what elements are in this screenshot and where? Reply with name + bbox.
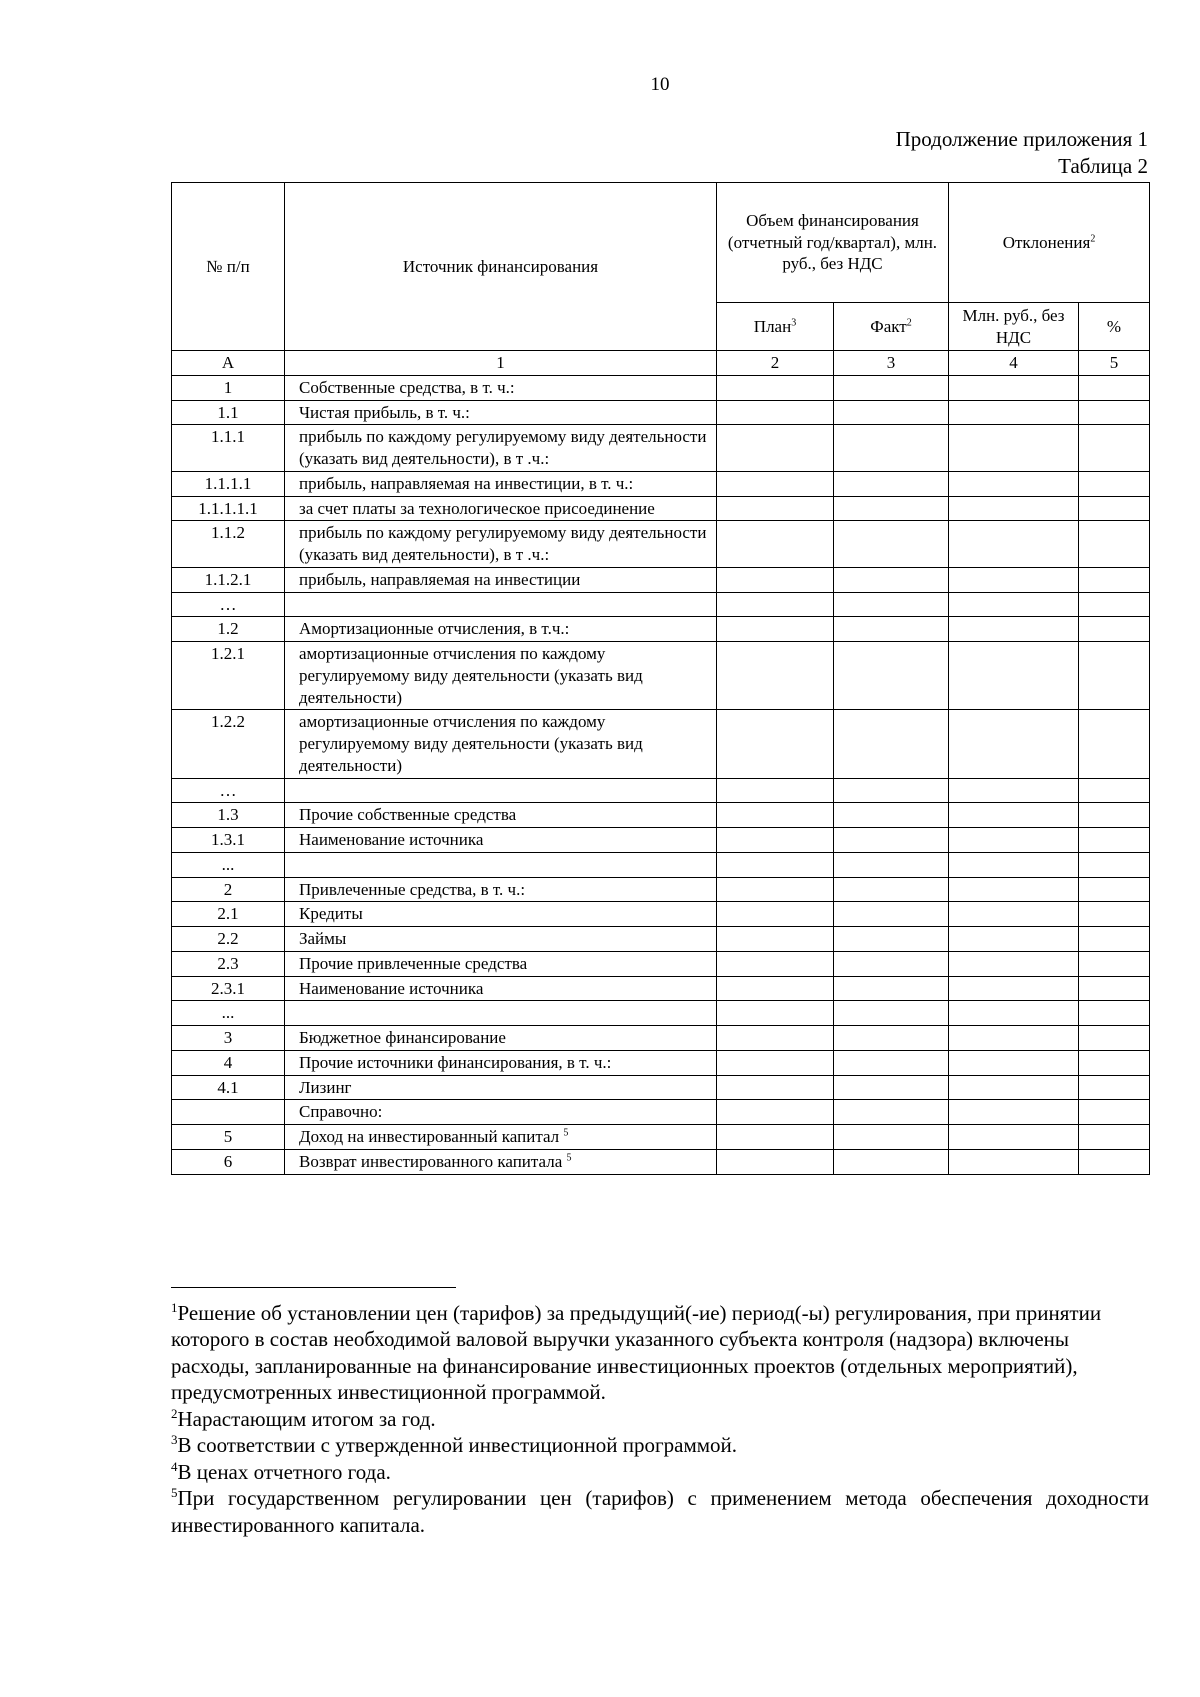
footnote-item bbox=[171, 1300, 1149, 1406]
index-cell: А bbox=[172, 351, 285, 376]
deviation-mln-cell[interactable] bbox=[949, 778, 1079, 803]
row-source-text: Привлеченные средства, в т. ч.: bbox=[299, 879, 526, 899]
deviation-mln-cell[interactable] bbox=[949, 1001, 1079, 1026]
plan-cell[interactable] bbox=[717, 976, 834, 1001]
deviation-mln-cell[interactable] bbox=[949, 617, 1079, 642]
deviation-percent-cell[interactable] bbox=[1079, 951, 1150, 976]
header-deviation bbox=[949, 183, 1150, 303]
deviation-percent-cell[interactable] bbox=[1079, 496, 1150, 521]
plan-cell[interactable] bbox=[717, 1149, 834, 1174]
row-source bbox=[285, 877, 717, 902]
deviation-mln-cell[interactable] bbox=[949, 927, 1079, 952]
table-row bbox=[172, 375, 1150, 400]
deviation-percent-cell[interactable] bbox=[1079, 828, 1150, 853]
fact-cell[interactable] bbox=[834, 1125, 949, 1150]
fact-cell[interactable] bbox=[834, 1075, 949, 1100]
deviation-mln-cell[interactable] bbox=[949, 852, 1079, 877]
fact-cell[interactable] bbox=[834, 877, 949, 902]
row-number: 1.1 bbox=[172, 400, 285, 425]
row-number: 1.1.2.1 bbox=[172, 567, 285, 592]
header-mln-rub: Млн. руб., без НДС bbox=[949, 303, 1079, 351]
fact-cell[interactable] bbox=[834, 1026, 949, 1051]
header-fact bbox=[834, 303, 949, 351]
row-source bbox=[285, 471, 717, 496]
deviation-mln-cell[interactable] bbox=[949, 567, 1079, 592]
row-source-text: прибыль, направляемая на инвестиции bbox=[299, 569, 581, 589]
row-source-text: Лизинг bbox=[299, 1077, 352, 1097]
table-row bbox=[172, 927, 1150, 952]
deviation-percent-cell[interactable] bbox=[1079, 852, 1150, 877]
deviation-mln-cell[interactable] bbox=[949, 951, 1079, 976]
deviation-percent-cell[interactable] bbox=[1079, 1125, 1150, 1150]
row-source bbox=[285, 1075, 717, 1100]
header-source: Источник финансирования bbox=[285, 183, 717, 351]
header-number: № п/п bbox=[172, 183, 285, 351]
index-cell: 5 bbox=[1079, 351, 1150, 376]
row-source-text: Займы bbox=[299, 929, 347, 948]
row-source-text: Возврат инвестированного капитала bbox=[299, 1151, 563, 1171]
fact-cell[interactable] bbox=[834, 803, 949, 828]
financing-sources-table bbox=[171, 182, 1150, 1175]
fact-cell[interactable] bbox=[834, 471, 949, 496]
deviation-mln-cell[interactable] bbox=[949, 803, 1079, 828]
deviation-percent-cell[interactable] bbox=[1079, 592, 1150, 617]
deviation-percent-cell[interactable] bbox=[1079, 400, 1150, 425]
row-number: 5 bbox=[172, 1125, 285, 1150]
table-row bbox=[172, 592, 1150, 617]
deviation-mln-cell[interactable] bbox=[949, 1075, 1079, 1100]
row-number: … bbox=[172, 778, 285, 803]
table-row bbox=[172, 400, 1150, 425]
deviation-mln-cell[interactable] bbox=[949, 400, 1079, 425]
row-source bbox=[285, 803, 717, 828]
plan-cell[interactable] bbox=[717, 592, 834, 617]
plan-cell[interactable] bbox=[717, 1026, 834, 1051]
deviation-mln-cell[interactable] bbox=[949, 828, 1079, 853]
deviation-percent-cell[interactable] bbox=[1079, 1100, 1150, 1125]
footnote-text: Нарастающим итогом за год. bbox=[177, 1406, 436, 1431]
deviation-mln-cell[interactable] bbox=[949, 592, 1079, 617]
footnote-item bbox=[171, 1459, 1149, 1485]
plan-cell[interactable] bbox=[717, 425, 834, 472]
deviation-mln-cell[interactable] bbox=[949, 877, 1079, 902]
index-cell: 2 bbox=[717, 351, 834, 376]
fact-cell[interactable] bbox=[834, 927, 949, 952]
plan-cell[interactable] bbox=[717, 521, 834, 568]
fact-cell[interactable] bbox=[834, 1050, 949, 1075]
row-source-text: прибыль по каждому регулируемому виду деятельности (указать вид деятельности), в т .ч.: bbox=[299, 427, 707, 468]
table-row bbox=[172, 1026, 1150, 1051]
deviation-mln-cell[interactable] bbox=[949, 1125, 1079, 1150]
footnote-text: Решение об установлении цен (тарифов) за предыдущий(-ие) период(-ы) регулирования, при принятии которого в состав необходимой валовой выручки указанного субъекта контроля (надзора) включены расходы, запланированные на финансирование инвестиционных проектов (отдельных мероприятий), предусмотренных инвестиционной программой. bbox=[171, 1301, 1102, 1405]
plan-cell[interactable] bbox=[717, 902, 834, 927]
footnote-mark: 3 bbox=[171, 1432, 178, 1448]
row-number: 1.2.1 bbox=[172, 642, 285, 710]
deviation-percent-cell[interactable] bbox=[1079, 927, 1150, 952]
deviation-percent-cell[interactable] bbox=[1079, 976, 1150, 1001]
row-number: 2 bbox=[172, 877, 285, 902]
deviation-mln-cell[interactable] bbox=[949, 976, 1079, 1001]
row-number: 1.2.2 bbox=[172, 710, 285, 778]
row-source bbox=[285, 778, 717, 803]
table-row bbox=[172, 1100, 1150, 1125]
fact-cell[interactable] bbox=[834, 592, 949, 617]
deviation-mln-cell[interactable] bbox=[949, 1050, 1079, 1075]
row-number: 1.3 bbox=[172, 803, 285, 828]
row-number: 1.1.1.1.1 bbox=[172, 496, 285, 521]
table-row bbox=[172, 803, 1150, 828]
table-row bbox=[172, 710, 1150, 778]
fact-cell[interactable] bbox=[834, 521, 949, 568]
footnote-text: При государственном регулировании цен (тарифов) с применением метода обеспечения доходности инвестированного капитала. bbox=[171, 1486, 1149, 1537]
row-source-text: Амортизационные отчисления, в т.ч.: bbox=[299, 619, 570, 639]
header-plan-label: План bbox=[753, 316, 792, 336]
footnote-mark: 1 bbox=[171, 1300, 178, 1315]
table-row bbox=[172, 828, 1150, 853]
row-source-text: амортизационные отчисления по каждому регулируемому виду деятельности (указать вид деятельности) bbox=[299, 644, 643, 707]
deviation-percent-cell[interactable] bbox=[1079, 877, 1150, 902]
fact-cell[interactable] bbox=[834, 567, 949, 592]
row-source bbox=[285, 425, 717, 472]
row-source bbox=[285, 951, 717, 976]
plan-cell[interactable] bbox=[717, 852, 834, 877]
plan-cell[interactable] bbox=[717, 471, 834, 496]
footnote-ref: 2 bbox=[1090, 232, 1096, 244]
row-source-text: Кредиты bbox=[299, 904, 363, 924]
fact-cell[interactable] bbox=[834, 1001, 949, 1026]
deviation-percent-cell[interactable] bbox=[1079, 471, 1150, 496]
row-source-text: амортизационные отчисления по каждому регулируемому виду деятельности (указать вид деятельности) bbox=[299, 712, 643, 775]
plan-cell[interactable] bbox=[717, 1125, 834, 1150]
deviation-mln-cell[interactable] bbox=[949, 710, 1079, 778]
table-body bbox=[172, 375, 1150, 1174]
footnote-ref: 5 bbox=[563, 1127, 569, 1139]
deviation-percent-cell[interactable] bbox=[1079, 1001, 1150, 1026]
index-cell: 3 bbox=[834, 351, 949, 376]
row-source bbox=[285, 1125, 717, 1150]
row-number: 1.3.1 bbox=[172, 828, 285, 853]
row-number: ... bbox=[172, 1001, 285, 1026]
row-source-text: Прочие собственные средства bbox=[299, 805, 517, 825]
row-source bbox=[285, 617, 717, 642]
row-source bbox=[285, 976, 717, 1001]
fact-cell[interactable] bbox=[834, 778, 949, 803]
column-index-row bbox=[172, 351, 1150, 376]
fact-cell[interactable] bbox=[834, 496, 949, 521]
plan-cell[interactable] bbox=[717, 927, 834, 952]
deviation-percent-cell[interactable] bbox=[1079, 1050, 1150, 1075]
deviation-percent-cell[interactable] bbox=[1079, 803, 1150, 828]
deviation-percent-cell[interactable] bbox=[1079, 1075, 1150, 1100]
index-cell: 1 bbox=[285, 351, 717, 376]
table-row bbox=[172, 1125, 1150, 1150]
row-source bbox=[285, 1100, 717, 1125]
plan-cell[interactable] bbox=[717, 1050, 834, 1075]
row-source bbox=[285, 642, 717, 710]
fact-cell[interactable] bbox=[834, 642, 949, 710]
row-source-text: Справочно: bbox=[299, 1102, 383, 1122]
table-row bbox=[172, 852, 1150, 877]
deviation-mln-cell[interactable] bbox=[949, 425, 1079, 472]
row-source-text: Наименование источника bbox=[299, 830, 484, 849]
deviation-percent-cell[interactable] bbox=[1079, 375, 1150, 400]
plan-cell[interactable] bbox=[717, 877, 834, 902]
fact-cell[interactable] bbox=[834, 710, 949, 778]
row-source-text: Собственные средства, в т. ч.: bbox=[299, 377, 515, 397]
table-row bbox=[172, 951, 1150, 976]
row-number: 6 bbox=[172, 1149, 285, 1174]
deviation-percent-cell[interactable] bbox=[1079, 521, 1150, 568]
fact-cell[interactable] bbox=[834, 976, 949, 1001]
deviation-mln-cell[interactable] bbox=[949, 1149, 1079, 1174]
row-source bbox=[285, 375, 717, 400]
plan-cell[interactable] bbox=[717, 803, 834, 828]
row-source-text: Прочие привлеченные средства bbox=[299, 953, 528, 973]
table-label: Таблица 2 bbox=[1058, 154, 1148, 178]
row-source bbox=[285, 567, 717, 592]
deviation-percent-cell[interactable] bbox=[1079, 1026, 1150, 1051]
table-row bbox=[172, 976, 1150, 1001]
footnote-ref: 3 bbox=[791, 316, 797, 328]
footnote-ref: 5 bbox=[566, 1152, 572, 1164]
deviation-mln-cell[interactable] bbox=[949, 1026, 1079, 1051]
plan-cell[interactable] bbox=[717, 375, 834, 400]
row-source-text: за счет платы за технологическое присоединение bbox=[299, 498, 655, 518]
row-source bbox=[285, 927, 717, 952]
row-number bbox=[172, 1100, 285, 1125]
row-source bbox=[285, 1050, 717, 1075]
deviation-percent-cell[interactable] bbox=[1079, 778, 1150, 803]
deviation-percent-cell[interactable] bbox=[1079, 710, 1150, 778]
row-source-text: Доход на инвестированный капитал bbox=[299, 1127, 560, 1146]
deviation-mln-cell[interactable] bbox=[949, 521, 1079, 568]
table-row bbox=[172, 1075, 1150, 1100]
plan-cell[interactable] bbox=[717, 951, 834, 976]
header-fact-label: Факт bbox=[870, 316, 907, 336]
deviation-percent-cell[interactable] bbox=[1079, 617, 1150, 642]
row-number: 4 bbox=[172, 1050, 285, 1075]
table-row bbox=[172, 567, 1150, 592]
table-row bbox=[172, 1050, 1150, 1075]
row-source-text: Прочие источники финансирования, в т. ч.: bbox=[299, 1052, 612, 1072]
row-source bbox=[285, 710, 717, 778]
footnote-mark: 5 bbox=[171, 1485, 178, 1501]
row-number: ... bbox=[172, 852, 285, 877]
table-row bbox=[172, 877, 1150, 902]
deviation-mln-cell[interactable] bbox=[949, 902, 1079, 927]
header-deviation-label: Отклонения bbox=[1002, 232, 1091, 252]
plan-cell[interactable] bbox=[717, 642, 834, 710]
plan-cell[interactable] bbox=[717, 778, 834, 803]
plan-cell[interactable] bbox=[717, 496, 834, 521]
page-number: 10 bbox=[650, 74, 670, 95]
plan-cell[interactable] bbox=[717, 1075, 834, 1100]
table-row bbox=[172, 521, 1150, 568]
row-source-text: прибыль, направляемая на инвестиции, в т. ч.: bbox=[299, 473, 634, 493]
index-cell: 4 bbox=[949, 351, 1079, 376]
deviation-percent-cell[interactable] bbox=[1079, 425, 1150, 472]
fact-cell[interactable] bbox=[834, 375, 949, 400]
row-number: 2.2 bbox=[172, 927, 285, 952]
row-number: 2.1 bbox=[172, 902, 285, 927]
fact-cell[interactable] bbox=[834, 617, 949, 642]
row-source bbox=[285, 852, 717, 877]
fact-cell[interactable] bbox=[834, 1100, 949, 1125]
fact-cell[interactable] bbox=[834, 828, 949, 853]
footnote-mark: 4 bbox=[171, 1458, 178, 1474]
table-row bbox=[172, 1149, 1150, 1174]
table-row bbox=[172, 778, 1150, 803]
appendix-note: Продолжение приложения 1 bbox=[895, 127, 1148, 151]
plan-cell[interactable] bbox=[717, 1001, 834, 1026]
row-source bbox=[285, 828, 717, 853]
row-number: 2.3 bbox=[172, 951, 285, 976]
row-number: 1.1.2 bbox=[172, 521, 285, 568]
row-source-text: Наименование источника bbox=[299, 978, 484, 998]
table-row bbox=[172, 902, 1150, 927]
row-source bbox=[285, 592, 717, 617]
row-number: 2.3.1 bbox=[172, 976, 285, 1001]
row-source bbox=[285, 400, 717, 425]
fact-cell[interactable] bbox=[834, 425, 949, 472]
plan-cell[interactable] bbox=[717, 567, 834, 592]
deviation-percent-cell[interactable] bbox=[1079, 642, 1150, 710]
plan-cell[interactable] bbox=[717, 828, 834, 853]
row-source bbox=[285, 1001, 717, 1026]
header-percent: % bbox=[1079, 303, 1150, 351]
row-source bbox=[285, 521, 717, 568]
footnotes bbox=[171, 1300, 1149, 1538]
row-source bbox=[285, 1149, 717, 1174]
deviation-mln-cell[interactable] bbox=[949, 496, 1079, 521]
fact-cell[interactable] bbox=[834, 1149, 949, 1174]
row-number: 1 bbox=[172, 375, 285, 400]
footnote-item bbox=[171, 1485, 1149, 1538]
footnote-text: В ценах отчетного года. bbox=[177, 1459, 391, 1484]
fact-cell[interactable] bbox=[834, 951, 949, 976]
row-number: 4.1 bbox=[172, 1075, 285, 1100]
fact-cell[interactable] bbox=[834, 400, 949, 425]
deviation-mln-cell[interactable] bbox=[949, 471, 1079, 496]
footnote-item bbox=[171, 1432, 1149, 1458]
table-row bbox=[172, 471, 1150, 496]
row-number: 1.1.1 bbox=[172, 425, 285, 472]
fact-cell[interactable] bbox=[834, 852, 949, 877]
table-row bbox=[172, 1001, 1150, 1026]
row-source bbox=[285, 496, 717, 521]
deviation-percent-cell[interactable] bbox=[1079, 902, 1150, 927]
footnote-item bbox=[171, 1406, 1149, 1432]
deviation-percent-cell[interactable] bbox=[1079, 567, 1150, 592]
header-plan bbox=[717, 303, 834, 351]
row-source-text: прибыль по каждому регулируемому виду деятельности (указать вид деятельности), в т .ч.: bbox=[299, 523, 707, 564]
table-row bbox=[172, 496, 1150, 521]
row-source-text: Бюджетное финансирование bbox=[299, 1028, 506, 1047]
table-row bbox=[172, 425, 1150, 472]
row-number: 1.2 bbox=[172, 617, 285, 642]
deviation-mln-cell[interactable] bbox=[949, 642, 1079, 710]
table-row bbox=[172, 642, 1150, 710]
row-source-text: Чистая прибыль, в т. ч.: bbox=[299, 402, 470, 422]
table-row bbox=[172, 617, 1150, 642]
plan-cell[interactable] bbox=[717, 710, 834, 778]
row-number: 1.1.1.1 bbox=[172, 471, 285, 496]
footnote-mark: 2 bbox=[171, 1405, 178, 1421]
footnote-text: В соответствии с утвержденной инвестиционной программой. bbox=[177, 1433, 738, 1458]
deviation-mln-cell[interactable] bbox=[949, 375, 1079, 400]
deviation-mln-cell[interactable] bbox=[949, 1100, 1079, 1125]
row-number: … bbox=[172, 592, 285, 617]
footnote-ref: 2 bbox=[906, 316, 912, 328]
deviation-percent-cell[interactable] bbox=[1079, 1149, 1150, 1174]
header-volume: Объем финансирования (отчетный год/квартал), млн. руб., без НДС bbox=[717, 183, 949, 303]
plan-cell[interactable] bbox=[717, 1100, 834, 1125]
plan-cell[interactable] bbox=[717, 400, 834, 425]
row-source bbox=[285, 902, 717, 927]
fact-cell[interactable] bbox=[834, 902, 949, 927]
row-source bbox=[285, 1026, 717, 1051]
plan-cell[interactable] bbox=[717, 617, 834, 642]
row-number: 3 bbox=[172, 1026, 285, 1051]
footnote-divider bbox=[171, 1287, 456, 1288]
